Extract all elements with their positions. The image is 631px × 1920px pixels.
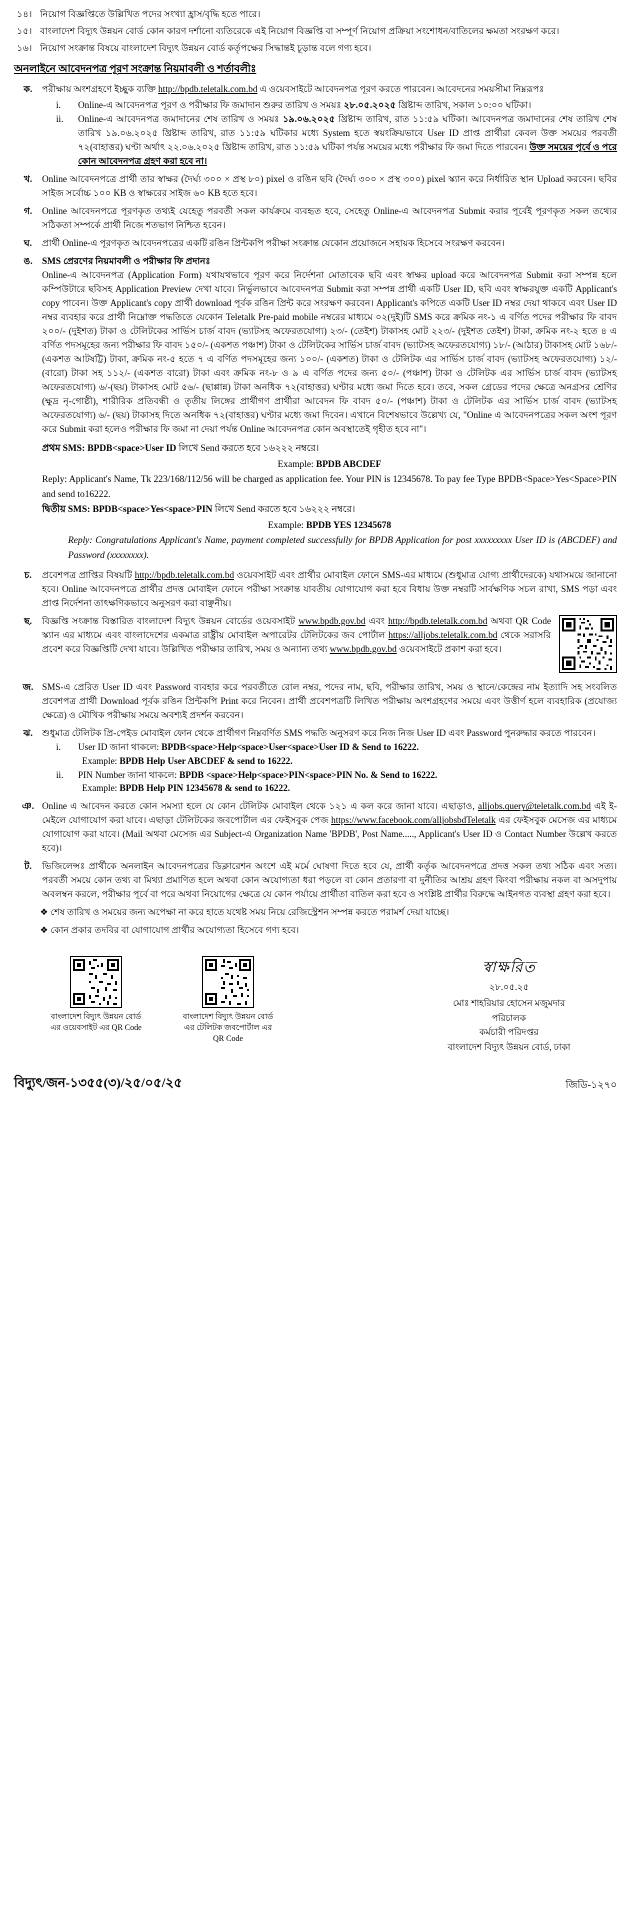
clause-letter: খ.	[23, 174, 33, 185]
clause-number: ১৪।	[16, 9, 32, 19]
sms2-example-line	[42, 519, 617, 534]
bullet-text: কোন প্রকার তদবির বা যোগাযোগ প্রার্থীর অযোগ্যতা হিসেবে গণ্য হবে।	[50, 925, 300, 936]
clause-letter: ক.	[23, 84, 33, 95]
chha-t2: এবং	[368, 615, 385, 626]
clause-uo-heading: SMS প্রেরণের নিয়মাবলী ও পরীক্ষার ফি প্রদানঃ	[42, 256, 211, 267]
clause-nya	[14, 800, 617, 856]
sms1-example-label: Example:	[277, 459, 314, 470]
sms2-reply: Reply: Congratulations Applicant's Name, payment completed successfully for BPDB Application for post xxxxxxxxx User ID is (ABCDEF) and Password (xxxxxxxx).	[68, 536, 617, 562]
qr-code-image	[559, 615, 617, 673]
jha-i-example-label: Example:	[82, 755, 118, 766]
clause-ka-item-ii	[56, 113, 617, 169]
clause-ka-intro-b: এ ওয়েবসাইটে আবেদনপত্র পূরণ করতে পারবেন। আবেদনের সময়সীমা নিম্নরূপঃ	[259, 84, 545, 95]
sms2-label: দ্বিতীয় SMS:	[42, 505, 91, 516]
jha-ii-format: BPDB <space>Help<space>PIN<space>PIN No. & Send to 16222.	[179, 769, 438, 780]
clause-number: ১৫।	[16, 25, 32, 36]
clause-uo	[14, 255, 617, 564]
qr-code-pair	[14, 956, 276, 1045]
sms2-format: BPDB<space>Yes<space>PIN	[92, 505, 213, 516]
top-clause-item	[14, 25, 617, 39]
qr-code-bpdb-website	[48, 956, 144, 1045]
support-email-link[interactable]: alljobs.query@teletalk.com.bd	[478, 801, 591, 812]
qr-caption: বাংলাদেশ বিদ্যুৎ উন্নয়ন বোর্ড এর টেলিটক জবপোর্টাল এর QR Code	[182, 1011, 274, 1044]
clause-kha	[14, 173, 617, 201]
qr-box	[70, 956, 122, 1008]
ka-i-pre: Online-এ আবেদনপত্র পূরণ ও পরীক্ষার ফি জমাদান শুরুর তারিখ ও সময়ঃ	[78, 100, 342, 111]
nya-t3: এর ফেইসবুক মেসেজ এর মাধ্যমে যোগাযোগ করা যাবে। (Mail অথবা মেসেজ এর Subject-এ Organization Name 'BPDB', Post Name....., Applicant's User ID ও Contact Number উল্লেখ করতে হবে)।	[42, 815, 617, 854]
clause-cha	[14, 569, 617, 611]
cha-post: ওয়েবসাইট এবং প্রার্থীর মোবাইল ফোনে SMS-এর মাধ্যমে (শুধুমাত্র যোগ্য প্রার্থীদেরকে) যথাসময়ে জানানো হবে। Online আবেদনপত্রে প্রার্থীর প্রদত্ত মোবাইল ফোনে পরীক্ষা সংক্রান্ত যাবতীয় যোগাযোগ করা হবে বিধায় উক্ত নম্বরটি সার্বক্ষণিক সচল রাখা, SMS পড়া এবং প্রাপ্ত নির্দেশনা তাৎক্ষণিকভাবে অনুসরণ করা বাঞ্ছনীয়।	[42, 569, 618, 608]
bpdb-teletalk-link[interactable]: http://bpdb.teletalk.com.bd	[158, 84, 258, 95]
footer-reference-number: বিদ্যুৎ/জন-১৩৫৫(৩)/২৫/০৫/২৫	[14, 1074, 183, 1090]
top-clause-item	[14, 8, 617, 22]
clause-jha-intro: শুধুমাত্র টেলিটক প্রি-পেইড মোবাইল ফোন থেকে প্রার্থীগণ নিম্নবর্ণিত SMS পদ্ধতি অনুসরণ করে নিজ নিজ User ID এবং Password পুনরুদ্ধার করতে পারবেন।	[42, 727, 596, 738]
jha-i-example-line	[82, 755, 617, 769]
clause-letter: ঙ.	[23, 256, 33, 267]
chha-t4: থেকে সরাসরি প্রবেশ করে বিজ্ঞপ্তিটি দেখা যাবে। উল্লিখিত পরীক্ষার তারিখ, সময় ও অন্যান্য তথ্য	[42, 629, 551, 654]
clause-chha	[14, 615, 617, 677]
sms1-format: BPDB<space>User ID	[87, 444, 177, 455]
ka-ii-date: ১৯.০৬.২০২৫	[282, 114, 336, 125]
sms2-example-label: Example:	[267, 520, 304, 531]
clause-ga-text: Online আবেদনপত্রে পূরণকৃত তথ্যই যেহেতু পরবর্তী সকল কার্যক্রমে ব্যবহৃত হবে, সেহেতু Online-এ আবেদনপত্র Submit করার পূর্বেই পূরণকৃত সকল তথ্যের সঠিকতা সম্পর্কে প্রার্থী নিজে শতভাগ নিশ্চিত হবেন।	[42, 206, 617, 231]
clause-ka	[14, 83, 617, 169]
clause-letter: ঘ.	[24, 238, 32, 249]
bpdb-teletalk-link[interactable]: http://bpdb.teletalk.com.bd	[388, 615, 488, 626]
document-footer	[14, 1074, 617, 1095]
nya-t2: এই ই-মেইলে যোগাযোগ করা যাবে। এছাড়া টেলিটকের জবপোর্টাল এর ফেইসবুক পেজ	[42, 801, 617, 826]
chha-t1: বিজ্ঞপ্তি সংক্রান্ত বিস্তারিত বাংলাদেশ বিদ্যুৎ উন্নয়ন বোর্ডের ওয়েবসাইট	[42, 615, 296, 626]
sms-first-line	[42, 442, 617, 457]
jha-ii-text: PIN Number জানা থাকলে:	[78, 769, 177, 780]
clause-number: ১৬।	[16, 42, 32, 53]
sms2-example: BPDB YES 12345678	[306, 520, 392, 531]
clause-letter: ছ.	[24, 615, 32, 626]
signature-block	[407, 956, 617, 1054]
clause-kha-text: Online আবেদনপত্রে প্রার্থী তার স্বাক্ষর (দৈর্ঘ্য ৩০০ × প্রস্থ ৮০) pixel ও রঙিন ছবি (দৈর্ঘ্য ৩০০ × প্রস্থ ৩০০) pixel স্ক্যান করে নির্ধারিত স্থান Upload করবেন। ছবির সাইজ সর্বোচ্চ ১০০ KB ও স্বাক্ষরের সাইজ ৬০ KB হতে হবে।	[42, 174, 617, 199]
jha-ii-example-line	[82, 782, 617, 796]
clause-jha	[14, 727, 617, 797]
bullet-marker: ❖	[40, 925, 51, 936]
bpdb-teletalk-link[interactable]: http://bpdb.teletalk.com.bd	[134, 569, 235, 580]
clause-ka-intro-a: পরীক্ষায় অংশগ্রহণে ইচ্ছুক ব্যক্তি	[42, 84, 156, 95]
clause-letter: ট.	[24, 861, 32, 872]
qr-caption: বাংলাদেশ বিদ্যুৎ উন্নয়ন বোর্ড এর ওয়েবসাইট এর QR Code	[50, 1011, 142, 1033]
jha-i-format: BPDB<space>Help<space>User<space>User ID & Send to 16222.	[161, 741, 419, 752]
roman-i: i.	[56, 741, 61, 752]
clause-ta-text: ভিজিলেন্সঃ প্রার্থীকে অনলাইন আবেদনপত্রের ডিক্লারেশন অংশে এই মর্মে ঘোষণা দিতে হবে যে, প্রার্থী কর্তৃক আবেদনপত্রে প্রদত্ত সকল তথ্য সঠিক এবং সত্য। পরবর্তী সময়ে কোন তথ্য বা মিথ্যা প্রমাণিত হলে অথবা কোন অযোগ্যতা ধরা পড়লে বা কোন প্রতারণা বা দুর্নীতির আশ্রয় গ্রহণ কিংবা পরীক্ষায় নকল বা অসদুপায় অবলম্বন করলে, পরীক্ষার পূর্বে বা পরে অথবা নিয়োগের ক্ষেত্রে যে কোন পর্যায়ে প্রার্থীতা বাতিল করা হবে ও সংশ্লিষ্ট প্রার্থীর বিরুদ্ধে আইনগত ব্যবস্থা গ্রহণ করা হবে।	[42, 861, 617, 900]
clause-jha-item-ii	[56, 769, 617, 783]
jha-i-text: User ID জানা থাকলে:	[78, 741, 160, 752]
ka-ii-bold-tail: উক্ত সময়ের পূর্বে ও পরে কোন আবেদনপত্র গ্রহণ করা হবে না।	[78, 142, 617, 167]
note-bullet	[40, 906, 617, 920]
clause-letter: গ.	[23, 206, 33, 217]
clause-gha	[14, 237, 617, 251]
qr-code-svg	[203, 957, 253, 1007]
bpdb-gov-link[interactable]: www.bpdb.gov.bd	[298, 615, 366, 626]
chha-t3: অথবা QR Code স্ক্যান এর মাধ্যমে এবং বাংলাদেশের একমাত্র রাষ্ট্রীয় মোবাইল অপারেটর টেলিটকের জব পোর্টাল	[42, 615, 552, 640]
signatory-office-2: বাংলাদেশ বিদ্যুৎ উন্নয়ন বোর্ড, ঢাকা	[447, 1041, 571, 1052]
nya-t1: Online এ আবেদন করতে কোন সমস্যা হলে যে কোন টেলিটক মোবাইল থেকে ১২১ এ কল করে জানা যাবে। এছাড়াও,	[42, 801, 475, 812]
clause-ka-item-i	[56, 99, 617, 113]
clause-text: বাংলাদেশ বিদ্যুৎ উন্নয়ন বোর্ড কোন কারণ দর্শানো ব্যতিরেকে এই নিয়োগ বিজ্ঞপ্তি বা সম্পূর্ণ নিয়োগ প্রক্রিয়া সংশোধন/বাতিলের ক্ষমতা সংরক্ষণ করে।	[40, 25, 560, 36]
note-bullet	[40, 924, 617, 938]
jha-ii-example: BPDB Help PIN 12345678 & send to 16222.	[119, 783, 291, 794]
cha-pre: প্রবেশপত্র প্রাপ্তির বিষয়টি	[42, 569, 133, 580]
signatory-office-1: কর্মচারী পরিদপ্তর	[479, 1027, 539, 1038]
clause-ga	[14, 205, 617, 233]
roman-ii: ii.	[56, 114, 64, 125]
sms1-example-line	[42, 458, 617, 473]
section-title: অনলাইনে আবেদনপত্র পূরণ সংক্রান্ত নিয়মাবলী ও শর্তাবলীঃ	[14, 64, 257, 76]
sms-instructions	[42, 442, 617, 564]
alljobs-teletalk-link[interactable]: https://alljobs.teletalk.com.bd	[388, 629, 498, 640]
sms-second-line	[42, 503, 617, 518]
jha-ii-example-label: Example:	[82, 783, 118, 794]
bullet-text: শেষ তারিখ ও সময়ের জন্য অপেক্ষা না করে হাতে যথেষ্ট সময় নিয়ে রেজিস্ট্রেশন সম্পন্ন করতে পরামর্শ দেয়া যাচ্ছে।	[50, 907, 450, 918]
ka-ii-post: খ্রিষ্টাব্দ তারিখ, রাত ১১:৫৯ ঘটিকা।	[338, 114, 469, 125]
clause-letter: ঝ.	[23, 727, 33, 738]
chha-t5: ওয়েবসাইটে প্রকাশ করা হবে।	[399, 643, 502, 654]
ka-i-date: ২৮.০৫.২০২৫	[343, 100, 397, 111]
signature-date: ২৮.০৫.২৫	[489, 981, 529, 992]
jha-i-example: BPDB Help User ABCDEF & send to 16222.	[119, 755, 293, 766]
sms1-example: BPDB ABCDEF	[315, 459, 382, 470]
clause-letter: ঞ.	[22, 801, 34, 812]
signatory-designation: পরিচালক	[491, 1012, 527, 1023]
sms1-tail: লিখে Send করতে হবে ১৬২২২ নম্বরে।	[178, 444, 319, 455]
clause-ja	[14, 681, 617, 723]
qr-code-svg	[71, 957, 121, 1007]
signatory-name: মোঃ শাহরিয়ার হোসেন মজুমদার	[452, 998, 566, 1009]
handwritten-signature: স্বাক্ষরিত	[482, 959, 536, 976]
clause-ta	[14, 860, 617, 902]
clause-gha-text: প্রার্থী Online-এ পূরণকৃত আবেদনপত্রের একটি রঙিন প্রিন্টকপি পরীক্ষা সংক্রান্ত যেকোন প্রয়োজনে সহায়ক হিসেবে সংরক্ষণ করবেন।	[42, 238, 505, 249]
roman-i: i.	[56, 100, 61, 111]
ka-ii-pre: Online-এ আবেদনপত্র জমাদানের শেষ তারিখ ও সময়ঃ	[78, 114, 280, 125]
top-clause-list	[14, 8, 617, 55]
qr-code-svg	[560, 616, 616, 672]
clause-text: নিয়োগ সংক্রান্ত বিষয়ে বাংলাদেশ বিদ্যুৎ উন্নয়ন বোর্ড কর্তৃপক্ষের সিদ্ধান্তই চূড়ান্ত বলে গণ্য হবে।	[40, 42, 372, 53]
sms1-label: প্রথম SMS:	[42, 444, 86, 455]
bullet-marker: ❖	[40, 907, 51, 918]
clause-uo-paragraph: Online-এ আবেদনপত্র (Application Form) যথাযথভাবে পূরণ করে নির্দেশনা মোতাবেক ছবি এবং স্বাক্ষর upload করে আবেদনপত্র Submit করা সম্পন্ন হলে কম্পিউটারে ছবিসহ Application Preview দেখা যাবে। নির্ভুলভাবে আবেদনপত্র Submit করা সম্পন্ন প্রার্থী একটি User ID, ছবি এবং স্বাক্ষরযুক্ত একটি Applicant's copy পাবেন। উক্ত Applicant's copy প্রার্থী download পূর্বক রঙিন প্রিন্ট করে সংরক্ষণ করবেন। Applicant's কপিতে একটি User ID নম্বর দেয়া থাকবে এবং User ID নম্বর ব্যবহার করে প্রার্থী নিম্নোক্ত পদ্ধতিতে যেকোন Teletalk Pre-paid mobile নম্বরের মাধ্যমে ০২(দুই)টি SMS করে ক্রমিক নং-১ এ বর্ণিত পদের পরীক্ষার ফি বাবদ ২০০/- (দুইশত) টাকা ও টেলিটকের সার্ভিস চার্জ বাবদ (ভ্যাটসহ অফেরতযোগ্য) ২৩/- (তেইশ) টাকাসহ মোট ২২৩/- (দুইশত তেইশ) টাকা, ক্রমিক নং-২ হতে ৪ এ বর্ণিত পদসমূহের জন্য পরীক্ষার ফি বাবদ ১৫০/- (একশত পঞ্চাশ) টাকা ও টেলিটকের সার্ভিস চার্জ বাবদ (ভ্যাটসহ অফেরতযোগ্য) ১৮/- (আঠার) টাকাসহ মোট ১৬৮/- (একশত আটষট্টি) টাকা, ক্রমিক নং-৫ হতে ৭ এ বর্ণিত পদসমূহের জন্য ১০০/- (একশত) টাকা ও টেলিটক এর সার্ভিস চার্জ বাবদ (ভ্যাটসহ অফেরতযোগ্য) ১২/- (বারো) টাকা সহ ১১২/- (একশত বারো) টাকা এবং ক্রমিক নং-৮ ও ৯ এ বর্ণিত পদের জন্য ৫০/- (পঞ্চাশ) টাকা ও টেলিটক এর সার্ভিস চার্জ বাবদ (ভ্যাটসহ অফেরতযোগ্য) ৬/-(ছয়) টাকাসহ মোট ৫৬/- (ছাপ্পান্ন) টাকা অনধিক ৭২(বাহাত্তর) ঘণ্টার মধ্যে জমা দিতে হবে। তবে, সকল গ্রেডের পদের ক্ষেত্রে অনগ্রসর শ্রেণির (ক্ষুদ্র নৃ-গোষ্ঠী), শারীরিক প্রতিবন্ধী ও তৃতীয় লিঙ্গের প্রার্থীগণ প্রার্থীরা আবেদন ফি বাবদ ৫০/- (পঞ্চাশ) টাকা ও টেলিটক এর সার্ভিস চার্জ বাবদ (ভ্যাটসহ অফেরতযোগ্য) ৬/- (ছয়) টাকাসহ দিতে অনধিক ৭২(বাহাত্তর) ঘণ্টার মধ্যে জমা দিবেন। এখানে বিশেষভাবে উল্লেখ্য যে, "Online এ আবেদনপত্রের সকল অংশ পূরণ করে Submit করা হলেও পরীক্ষার ফি জমা না দেয়া পর্যন্ত Online আবেদনপত্র কোন অবস্থাতেই গৃহীত হবে না"।	[42, 270, 617, 435]
signature-area	[14, 956, 617, 1054]
roman-ii: ii.	[56, 769, 64, 780]
clause-text: নিয়োগ বিজ্ঞপ্তিতে উল্লিখিত পদের সংখ্যা হ্রাস/বৃদ্ধি হতে পারে।	[40, 9, 261, 19]
sms1-reply: Reply: Applicant's Name, Tk 223/168/112/56 will be charged as application fee. Your PIN is 12345678. To pay fee Type BPDB<Space>Yes<Space>PIN and send to16222.	[42, 475, 617, 500]
sms2-tail: লিখে Send করতে হবে ১৬২২২ নম্বরে।	[214, 505, 356, 516]
top-clause-item	[14, 42, 617, 56]
clause-letter: জ.	[22, 681, 34, 692]
footer-code: জিডি-১২৭০	[565, 1079, 617, 1091]
facebook-page-link[interactable]: https://www.facebook.com/alljobsbdTeletalk	[331, 815, 496, 826]
clause-ja-text: SMS-এ প্রেরিত User ID এবং Password ব্যবহার করে পরবর্তীতে রোল নম্বর, পদের নাম, ছবি, পরীক্ষার তারিখ, সময় ও স্থানে/কেন্দ্রের নাম ইত্যাদি সহ সংবলিত প্রবেশপত্র প্রার্থী Download পূর্বক রঙিন প্রিন্টকপি Print করে নিবেন। প্রার্থী প্রবেশপত্রটি লিখিত পরীক্ষায় অংশগ্রহণের সময়ে এবং উত্তীর্ণ হলে ব্যবহারিক (প্রযোজ্য ক্ষেত্রে) ও মৌখিক পরীক্ষায় সময়ে অবশ্যই প্রদর্শন করবেন।	[42, 681, 617, 720]
ka-i-post: খ্রিষ্টাব্দ তারিখ, সকাল ১০:০০ ঘটিকা।	[398, 100, 532, 111]
bpdb-gov-link-2[interactable]: www.bpdb.gov.bd	[329, 643, 397, 654]
qr-box	[202, 956, 254, 1008]
ka-ii-para: আবেদনপত্র জমাদানের শেষ তারিখ শেষ তারিখ ১৯.০৬.২০২৫ খ্রিষ্টাব্দ তারিখ, রাত ১১:৫৯ ঘটিকার মধ্যে System হতে স্বয়ংক্রিয়ভাবে User ID প্রাপ্ত প্রার্থীরা কেবল উক্ত সময়ের পরবর্তী ৭২(বাহাত্তর) ঘণ্টা অর্থাৎ ২২.০৬.২০২৫ খ্রিষ্টাব্দ তারিখ, রাত ১১:৫৯ ঘটিকা পর্যন্ত সময়ের মধ্যে পরীক্ষার ফি জমা দিতে পারবেন।	[78, 114, 618, 153]
qr-code-teletalk-portal	[180, 956, 276, 1045]
clause-letter: চ.	[24, 569, 32, 580]
clause-jha-item-i	[56, 741, 617, 755]
